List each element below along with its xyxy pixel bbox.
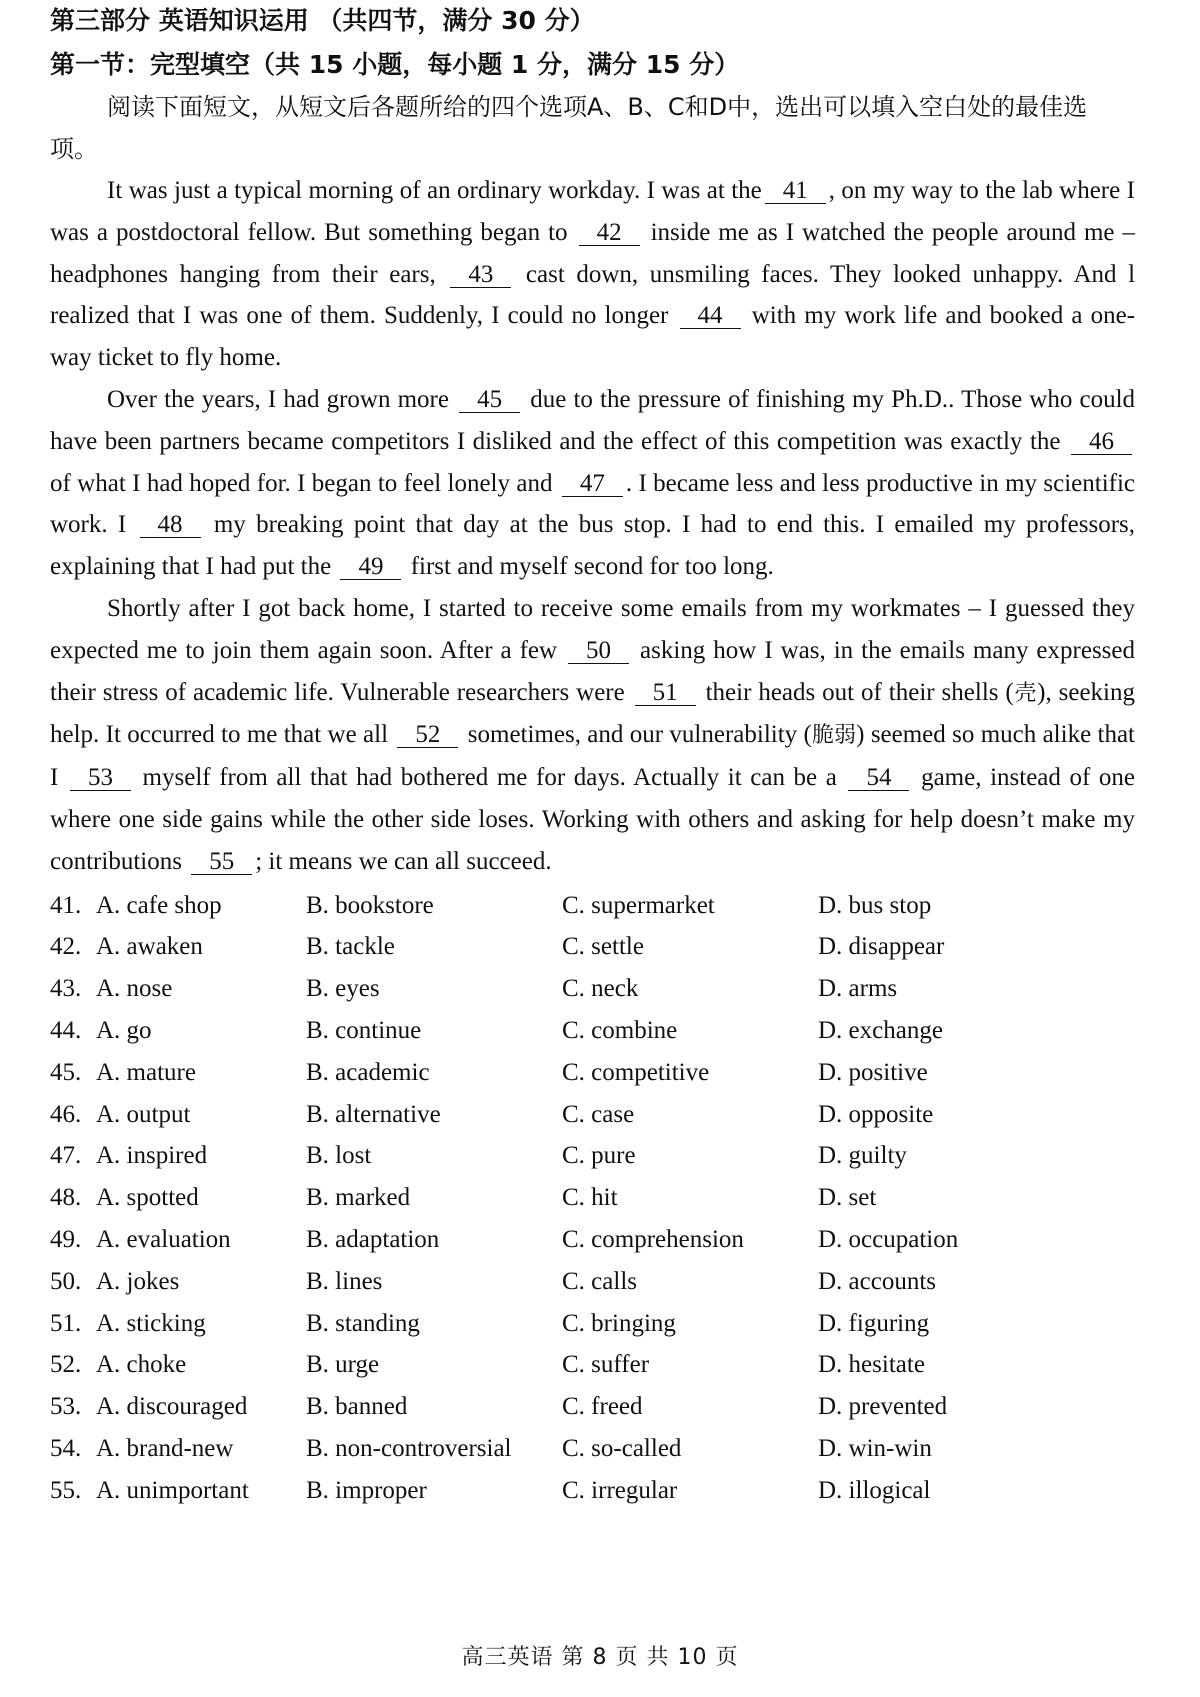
- blank-47: 47: [562, 472, 623, 497]
- option-d: D. positive: [818, 1058, 928, 1086]
- question-row: [50, 926, 1135, 968]
- option-c: C. competitive: [562, 1058, 710, 1086]
- option-c: C. case: [562, 1100, 635, 1128]
- question-row: [50, 968, 1135, 1010]
- passage-text: myself from all that had bothered me for days. Actually it can be a: [142, 764, 837, 792]
- option-a: A. sticking: [96, 1309, 206, 1337]
- option-d: D. illogical: [818, 1476, 931, 1504]
- passage-text: due to the pressure of finishing my Ph.D.. Those who could have been partners became competitors I disliked and the effect of this competition was exactly the: [50, 385, 1136, 455]
- section-heading: 第三部分 英语知识运用 （共四节，满分 30 分）: [50, 6, 595, 35]
- blank-51: 51: [635, 681, 696, 706]
- option-b: B. bookstore: [306, 891, 434, 919]
- exam-page: [50, 0, 1135, 1512]
- option-d: D. accounts: [818, 1267, 937, 1295]
- question-row: [50, 1386, 1135, 1428]
- passage-text: first and myself second for too long.: [410, 553, 774, 581]
- blank-44: 44: [680, 304, 741, 329]
- option-c: C. bringing: [562, 1309, 676, 1337]
- option-a: A. output: [96, 1100, 191, 1128]
- option-c: C. calls: [562, 1267, 637, 1295]
- blank-42: 42: [579, 221, 640, 246]
- option-d: D. exchange: [818, 1016, 943, 1044]
- option-a: A. nose: [96, 975, 173, 1003]
- passage-text: my breaking point that day at the bus stop. I had to end this. I emailed my professors, explaining that I had put the: [50, 511, 1136, 581]
- passage-text: cast down, unsmiling faces. They looked unhappy. And l realized that I was one of them. Suddenly, I could no longer: [50, 260, 1136, 330]
- passage-paragraph-1: [50, 170, 1135, 379]
- option-b: B. banned: [306, 1393, 408, 1421]
- blank-50: 50: [568, 639, 629, 664]
- instruction-text: 阅读下面短文，从短文后各题所给的四个选项A、B、C和D中，选出可以填入空白处的最佳选项。: [50, 93, 1088, 163]
- question-row: [50, 1303, 1135, 1345]
- option-d: D. arms: [818, 975, 898, 1003]
- passage-paragraph-3: [50, 588, 1135, 883]
- question-number: 45.: [50, 1058, 82, 1086]
- passage-text: ), seeking help. It occurred to me that we all: [50, 678, 1135, 749]
- option-a: A. go: [96, 1016, 152, 1044]
- option-d: D. hesitate: [818, 1351, 925, 1379]
- question-number: 51.: [50, 1309, 82, 1337]
- passage-text: . I became less and less productive in my scientific work. I: [50, 469, 1136, 539]
- question-number: 44.: [50, 1016, 82, 1044]
- passage-text: with my work life and booked a one-way ticket to fly home.: [50, 302, 1136, 372]
- option-a: A. brand-new: [96, 1434, 234, 1462]
- blank-43: 43: [450, 263, 511, 288]
- chinese-gloss: 壳: [1013, 680, 1038, 706]
- question-row: [50, 1135, 1135, 1177]
- passage-text: sometimes, and our vulnerability (: [467, 721, 812, 749]
- option-a: A. spotted: [96, 1184, 199, 1212]
- question-number: 48.: [50, 1184, 82, 1212]
- option-c: C. neck: [562, 975, 639, 1003]
- option-b: B. adaptation: [306, 1225, 440, 1253]
- blank-45: 45: [459, 388, 520, 413]
- option-c: C. pure: [562, 1142, 636, 1170]
- passage-text: of what I had hoped for. I began to feel lonely and: [50, 469, 553, 497]
- option-a: A. discouraged: [96, 1393, 248, 1421]
- question-number: 41.: [50, 891, 82, 919]
- part-heading: 第一节：完型填空（共 15 小题，每小题 1 分，满分 15 分）: [50, 50, 740, 79]
- option-d: D. prevented: [818, 1393, 948, 1421]
- passage-text: , on my way to the lab where I was a postdoctoral fellow. But something began to: [50, 177, 1135, 246]
- blank-53: 53: [70, 766, 131, 791]
- option-d: D. win-win: [818, 1434, 932, 1462]
- passage-text: ) seemed so much alike that I: [50, 721, 1136, 792]
- question-number: 49.: [50, 1225, 82, 1253]
- question-row: [50, 1344, 1135, 1386]
- question-number: 50.: [50, 1267, 82, 1295]
- option-d: D. occupation: [818, 1225, 959, 1253]
- passage-text: Shortly after I got back home, I started to receive some emails from my workmates – I guessed they expected me to join them again soon. After a few: [50, 594, 1135, 664]
- passage-paragraph-2: [50, 379, 1135, 588]
- question-row: [50, 1219, 1135, 1261]
- question-number: 43.: [50, 975, 82, 1003]
- question-row: [50, 885, 1135, 927]
- option-b: B. lost: [306, 1142, 372, 1170]
- option-c: C. so-called: [562, 1434, 682, 1462]
- page-footer: 高三英语 第 8 页 共 10 页: [461, 1645, 739, 1670]
- option-b: B. academic: [306, 1058, 430, 1086]
- blank-55: 55: [191, 850, 252, 875]
- question-row: [50, 1052, 1135, 1094]
- blank-54: 54: [848, 766, 909, 791]
- blank-52: 52: [397, 723, 458, 748]
- question-number: 52.: [50, 1351, 82, 1379]
- question-row: [50, 1261, 1135, 1303]
- option-a: A. jokes: [96, 1267, 180, 1295]
- option-d: D. opposite: [818, 1100, 934, 1128]
- option-b: B. tackle: [306, 933, 395, 961]
- option-b: B. lines: [306, 1267, 383, 1295]
- option-a: A. awaken: [96, 933, 203, 961]
- option-d: D. guilty: [818, 1142, 907, 1170]
- blank-49: 49: [340, 555, 401, 580]
- option-d: D. bus stop: [818, 891, 932, 919]
- option-a: A. choke: [96, 1351, 187, 1379]
- option-a: A. cafe shop: [96, 891, 222, 919]
- passage-text: asking how I was, in the emails many expressed their stress of academic life. Vulnerable researchers were: [50, 636, 1136, 706]
- passage-text: Over the years, I had grown more: [107, 385, 449, 413]
- option-d: D. set: [818, 1184, 877, 1212]
- passage-text: their heads out of their shells (: [705, 678, 1014, 706]
- option-c: C. supermarket: [562, 891, 715, 919]
- option-a: A. evaluation: [96, 1225, 231, 1253]
- passage-text: It was just a typical morning of an ordinary workday. I was at the: [107, 177, 762, 204]
- passage-text: ; it means we can all succeed.: [255, 847, 552, 875]
- question-options-list: [50, 885, 1135, 1512]
- option-c: C. freed: [562, 1393, 643, 1421]
- option-b: B. standing: [306, 1309, 420, 1337]
- question-row: [50, 1428, 1135, 1470]
- option-c: C. settle: [562, 933, 644, 961]
- question-row: [50, 1177, 1135, 1219]
- question-number: 47.: [50, 1142, 82, 1170]
- option-a: A. inspired: [96, 1142, 208, 1170]
- option-c: C. irregular: [562, 1476, 678, 1504]
- option-d: D. disappear: [818, 933, 945, 961]
- blank-48: 48: [140, 513, 201, 538]
- option-b: B. urge: [306, 1351, 380, 1379]
- chinese-gloss: 脆弱: [811, 723, 857, 749]
- question-number: 53.: [50, 1393, 82, 1421]
- option-c: C. comprehension: [562, 1225, 744, 1253]
- question-row: [50, 1470, 1135, 1512]
- passage-text: game, instead of one where one side gains while the other side loses. Working with others and asking for help doesn’t make my contributions: [50, 764, 1136, 875]
- option-b: B. continue: [306, 1016, 422, 1044]
- option-a: A. unimportant: [96, 1476, 249, 1504]
- option-b: B. non-controversial: [306, 1434, 512, 1462]
- question-number: 46.: [50, 1100, 82, 1128]
- passage-text: inside me as I watched the people around me – headphones hanging from their ears,: [50, 218, 1136, 288]
- option-c: C. combine: [562, 1016, 678, 1044]
- option-b: B. marked: [306, 1184, 411, 1212]
- option-a: A. mature: [96, 1058, 196, 1086]
- question-row: [50, 1010, 1135, 1052]
- option-c: C. suffer: [562, 1351, 650, 1379]
- option-b: B. eyes: [306, 975, 380, 1003]
- option-b: B. alternative: [306, 1100, 441, 1128]
- option-b: B. improper: [306, 1476, 427, 1504]
- blank-41: 41: [765, 179, 826, 204]
- option-d: D. figuring: [818, 1309, 930, 1337]
- question-number: 55.: [50, 1476, 82, 1504]
- question-row: [50, 1094, 1135, 1136]
- question-number: 42.: [50, 933, 82, 961]
- blank-46: 46: [1071, 430, 1132, 455]
- question-number: 54.: [50, 1434, 82, 1462]
- option-c: C. hit: [562, 1184, 618, 1212]
